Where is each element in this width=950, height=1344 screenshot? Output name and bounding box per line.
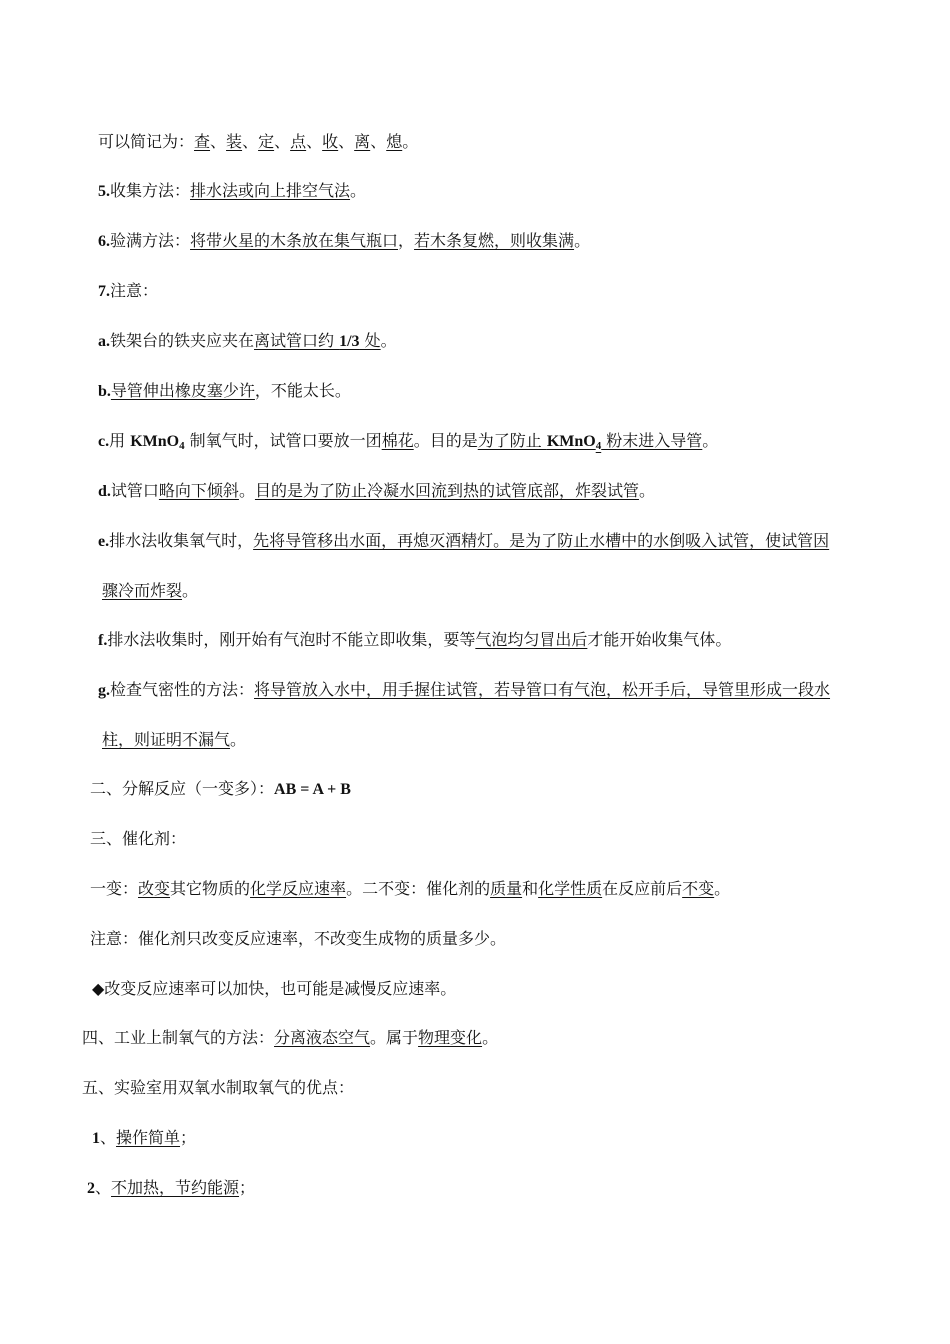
text: 四、工业上制氧气的方法： (82, 1028, 275, 1047)
text: 、 (274, 132, 291, 151)
note-a-line (98, 330, 397, 353)
underlined-answer: 柱，则证明不漏气 (102, 730, 231, 749)
text: 排水法收集时，刚开始有气泡时不能立即收集，要等 (107, 630, 476, 649)
underlined-keyword: 定 (258, 132, 275, 151)
text: 。 (230, 730, 247, 749)
text: 可以简记为： (98, 132, 195, 151)
underlined-keyword: 查 (194, 132, 211, 151)
text: ◆改变反应速率可以加快，也可能是减慢反应速率。 (92, 979, 457, 998)
item-letter: f. (98, 632, 108, 649)
chemical-formula: KMnO (546, 433, 596, 450)
text: 五、实验室用双氧水制取氧气的优点： (82, 1078, 355, 1097)
underlined-answer: 操作简单 (116, 1128, 181, 1147)
text: 注意：催化剂只改变反应速率，不改变生成物的质量多少。 (90, 929, 507, 948)
text: ； (180, 1128, 197, 1147)
note-g-continuation (102, 729, 246, 751)
advantage-item-1 (92, 1127, 196, 1150)
section-two-heading (90, 778, 351, 801)
text: 、 (95, 1178, 112, 1197)
underlined-keyword: 不变 (682, 879, 715, 898)
text: ； (239, 1178, 256, 1197)
text: 。二不变：催化剂的 (346, 879, 491, 898)
notes-heading (98, 280, 158, 303)
text: 。属于 (370, 1028, 419, 1047)
text: 。 (182, 581, 199, 600)
underlined-keyword: 质量 (490, 879, 523, 898)
text: 才能开始收集气体。 (587, 630, 732, 649)
text: 三、催化剂： (90, 829, 187, 848)
underlined-answer: 离试管口约 (254, 331, 340, 350)
item-number: 2 (87, 1180, 95, 1197)
text: 。 (638, 481, 655, 500)
underlined-answer: 先将导管移出水面，再熄灭酒精灯。是为了防止水槽中的水倒吸入试管，使试管因 (253, 531, 830, 550)
rate-change-note (92, 978, 456, 1000)
underlined-answer: 将导管放入水中，用手握住试管，若导管口有气泡，松开手后，导管里形成一段水 (254, 680, 831, 699)
section-three-heading (90, 828, 186, 850)
underlined-keyword: 点 (290, 132, 307, 151)
underlined-answer: 略向下倾斜 (158, 481, 239, 500)
underlined-answer: 导管伸出橡皮塞少许 (110, 381, 255, 400)
text: 。 (238, 481, 255, 500)
advantage-item-2 (87, 1177, 255, 1200)
section-five-heading (82, 1077, 354, 1099)
underlined-answer: 目的是为了防止冷凝水回流到热的试管底部，炸裂试管 (254, 481, 639, 500)
note-g-line (98, 679, 830, 702)
text: 、 (242, 132, 259, 151)
underlined-answer: 分离液态空气 (274, 1028, 371, 1047)
text: 和 (522, 879, 539, 898)
text: 。 (402, 132, 419, 151)
abbreviation-line (98, 131, 418, 153)
text: 验满方法： (110, 231, 191, 250)
text: 。 (350, 181, 367, 200)
formula-subscript: 4 (179, 440, 185, 452)
note-e-line (98, 530, 829, 553)
text: 。 (714, 879, 731, 898)
text: 排水法收集氧气时， (109, 531, 254, 550)
text: 试管口 (110, 481, 159, 500)
text: 注意： (110, 281, 159, 300)
underlined-answer: 粉末进入导管 (601, 431, 703, 450)
note-d-line (98, 480, 655, 503)
item-letter: b. (98, 383, 111, 400)
note-b-line (98, 380, 351, 403)
underlined-answer: 物理变化 (418, 1028, 483, 1047)
text: 在反应前后 (602, 879, 683, 898)
text: ， (398, 231, 415, 250)
catalyst-note-line (90, 928, 506, 950)
underlined-answer: 棉花 (381, 431, 414, 450)
item-letter: a. (98, 333, 110, 350)
underlined-keyword: 改变 (138, 879, 171, 898)
text: 、 (100, 1128, 117, 1147)
full-test-method-line (98, 230, 590, 253)
underlined-keyword: 装 (226, 132, 243, 151)
text: 。目的是 (413, 431, 478, 450)
text: 二、分解反应（一变多）： (90, 779, 275, 798)
formula-subscript: 4 (595, 440, 602, 452)
text: 。 (574, 231, 591, 250)
text: 其它物质的 (170, 879, 251, 898)
item-letter: c. (98, 433, 110, 450)
text: 。 (482, 1028, 499, 1047)
underlined-keyword: 熄 (386, 132, 403, 151)
underlined-keyword: 化学反应速率 (250, 879, 347, 898)
item-number: 7. (98, 283, 110, 300)
text: 、 (210, 132, 227, 151)
underlined-answer: 为了防止 (477, 431, 547, 450)
item-letter: g. (98, 682, 110, 699)
underlined-keyword: 离 (354, 132, 371, 151)
text: 用 (109, 431, 131, 450)
text: 。 (702, 431, 719, 450)
item-number: 1 (92, 1130, 100, 1147)
text: 。 (380, 331, 397, 350)
chemical-formula: KMnO (130, 433, 180, 450)
item-letter: d. (98, 483, 111, 500)
text: 检查气密性的方法： (110, 680, 255, 699)
underlined-answer: 处 (359, 331, 381, 350)
text: 、 (338, 132, 355, 151)
text: 收集方法： (110, 181, 191, 200)
catalyst-definition-line (90, 878, 730, 900)
section-four-line (82, 1027, 498, 1049)
item-number: 5. (98, 183, 110, 200)
underlined-answer: 不加热，节约能源 (111, 1178, 240, 1197)
reaction-formula: AB = A + B (274, 781, 351, 798)
text: 一变： (90, 879, 139, 898)
text: 、 (306, 132, 323, 151)
note-e-continuation (102, 580, 198, 602)
note-c-line (98, 430, 718, 453)
item-number: 6. (98, 233, 110, 250)
underlined-fraction: 1/3 (339, 333, 360, 350)
underlined-answer: 将带火星的木条放在集气瓶口 (190, 231, 399, 250)
text: ，不能太长。 (254, 381, 351, 400)
underlined-keyword: 化学性质 (538, 879, 603, 898)
text: 、 (370, 132, 387, 151)
underlined-answer: 若木条复燃，则收集满 (414, 231, 575, 250)
note-f-line (98, 629, 731, 652)
underlined-answer: 排水法或向上排空气法 (190, 181, 351, 200)
underlined-keyword: 收 (322, 132, 339, 151)
text: 制氧气时，试管口要放一团 (184, 431, 382, 450)
item-letter: e. (98, 533, 110, 550)
underlined-answer: 气泡均匀冒出后 (475, 630, 588, 649)
text: 铁架台的铁夹应夹在 (110, 331, 255, 350)
collection-method-line (98, 180, 366, 203)
underlined-answer: 骤冷而炸裂 (102, 581, 183, 600)
